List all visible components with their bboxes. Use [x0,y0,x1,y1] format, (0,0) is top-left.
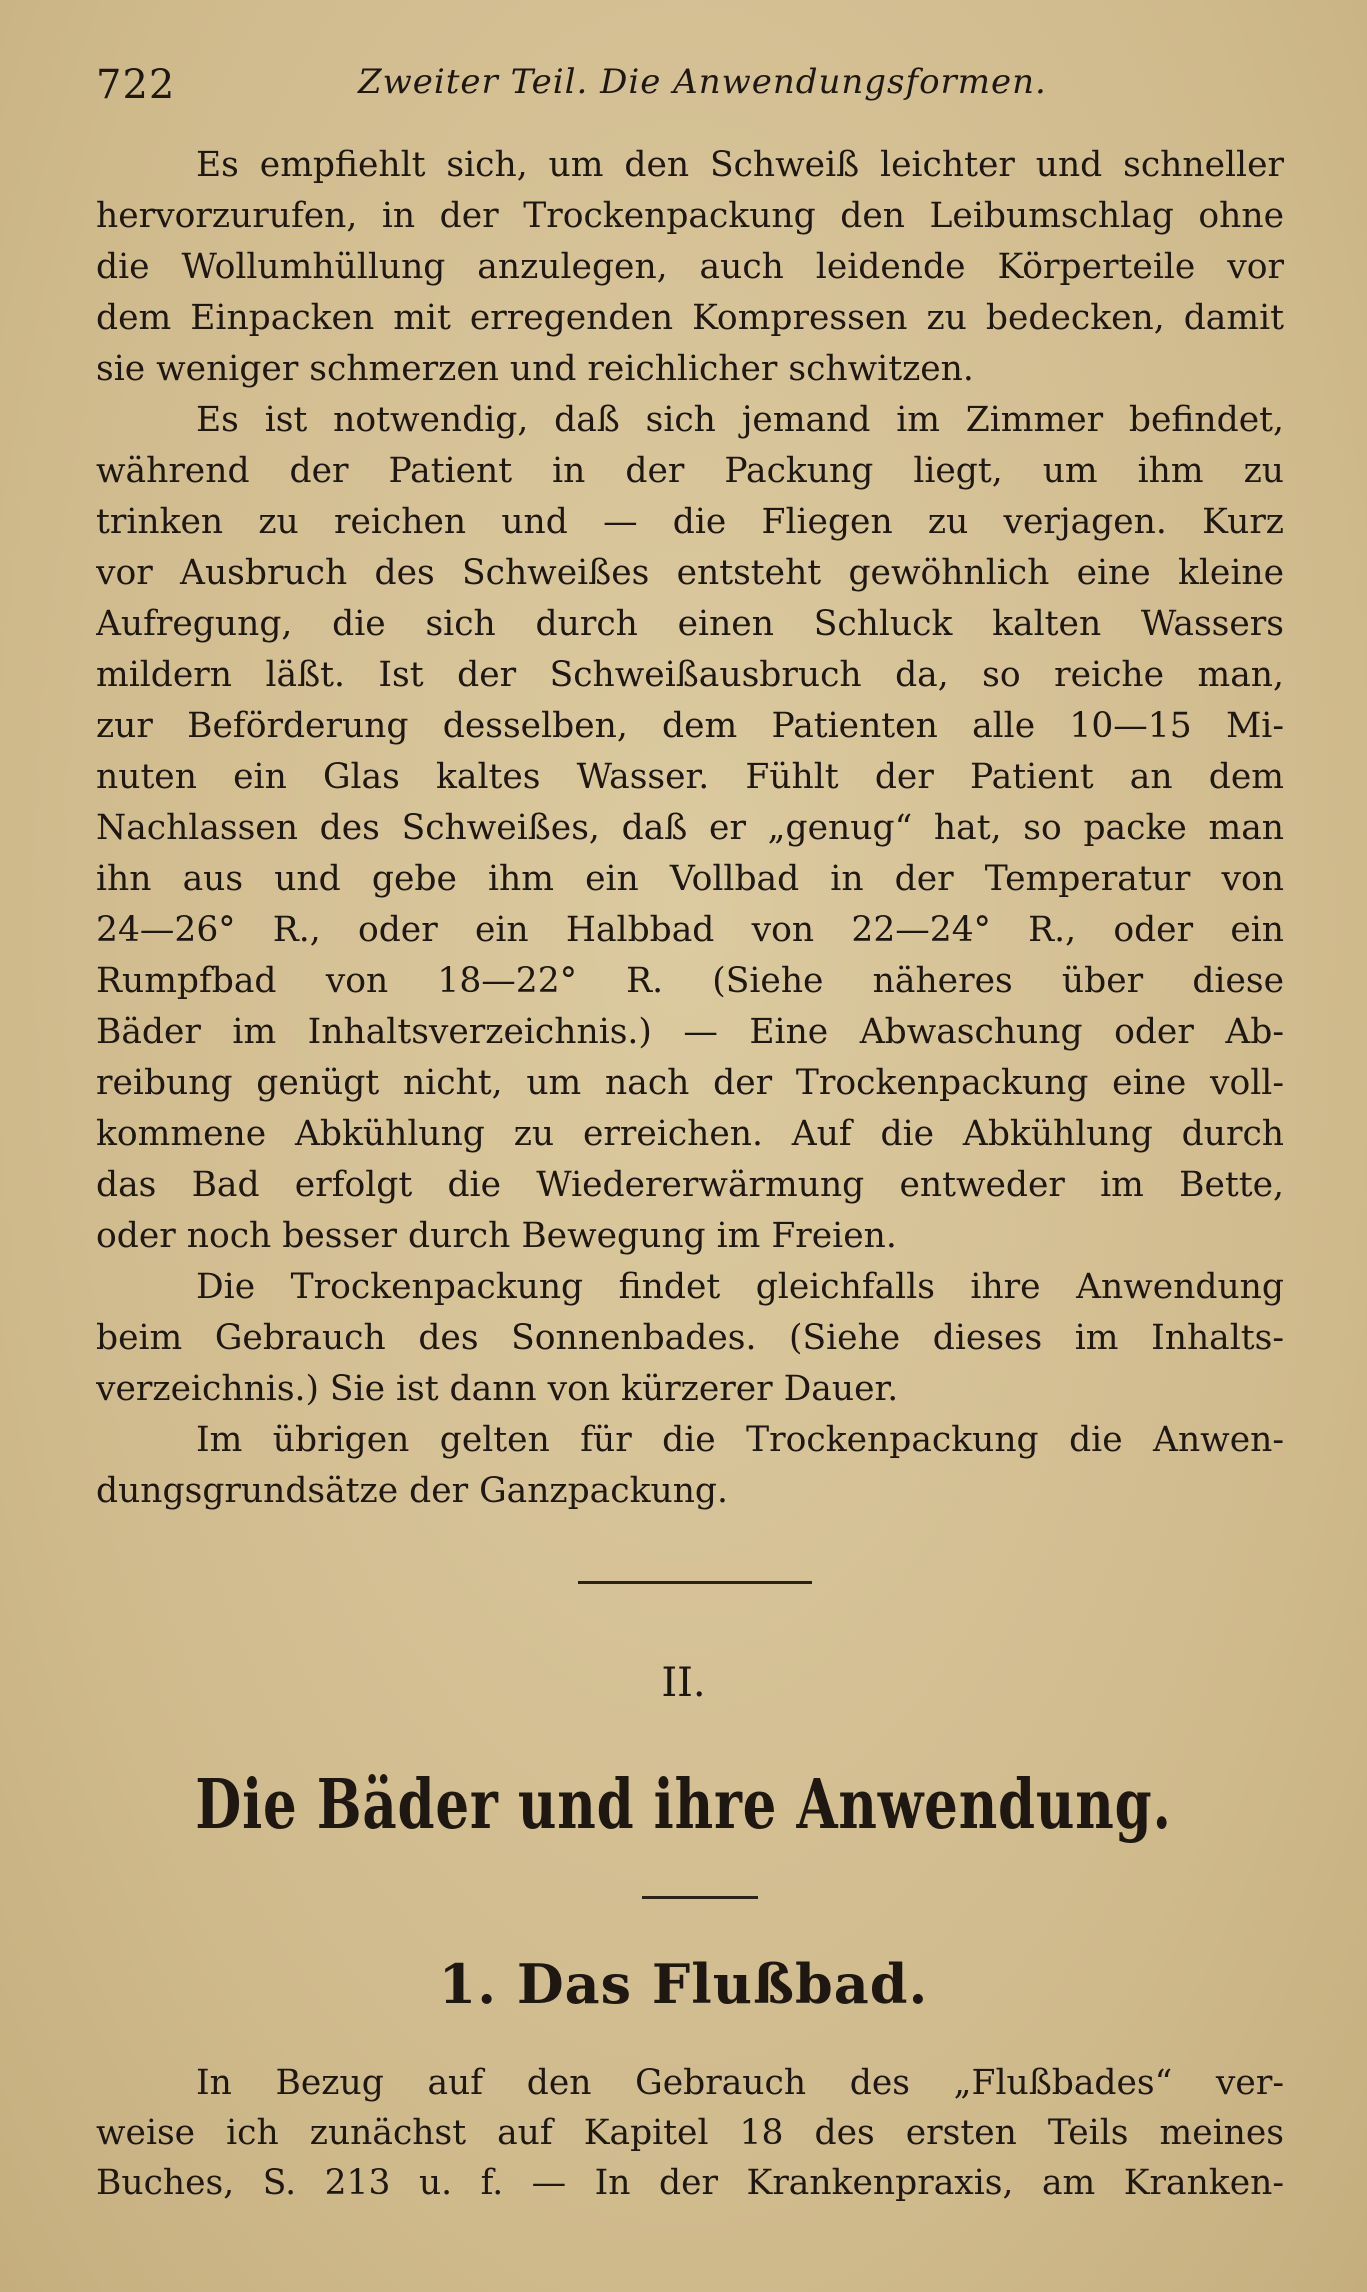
text-line: Rumpfbad von 18—22° R. (Siehe näheres über diese [96,961,1284,1001]
page-header [96,62,1286,118]
text-line: hervorzurufen, in der Trockenpackung den Leibumschlag ohne [96,196,1284,236]
text-line: die Wollumhüllung anzulegen, auch leidende Körperteile vor [96,247,1284,287]
chapter-title: 1. Das Flußbad. [438,1952,929,2016]
text-line: Es empfiehlt sich, um den Schweiß leichter und schneller [196,145,1284,185]
text-line: das Bad erfolgt die Wiedererwärmung entweder im Bette, [96,1165,1284,1205]
text-line: kommene Abkühlung zu erreichen. Auf die Abkühlung durch [96,1114,1284,1154]
paragraph [96,1415,1284,1517]
text-line: verzeichnis.) Sie ist dann von kürzerer Dauer. [96,1369,899,1409]
text-line: nuten ein Glas kaltes Wasser. Fühlt der Patient an dem [96,757,1284,797]
text-line: sie weniger schmerzen und reichlicher schwitzen. [96,349,974,389]
text-line: ihn aus und gebe ihm ein Vollbad in der Temperatur von [96,859,1284,899]
text-line: mildern läßt. Ist der Schweißausbruch da, so reiche man, [96,655,1284,695]
running-title: Zweiter Teil. Die Anwendungsformen. [358,62,1047,102]
section-numeral: II. [661,1660,706,1706]
chapter-divider-rule [642,1896,758,1899]
paragraph [96,140,1284,395]
chapter-body-text [96,2058,1284,2208]
text-line: dem Einpacken mit erregenden Kompressen zu bedecken, damit [96,298,1284,338]
text-line: Aufregung, die sich durch einen Schluck kalten Wassers [96,604,1284,644]
text-line: trinken zu reichen und — die Fliegen zu verjagen. Kurz [96,502,1284,542]
text-line: beim Gebrauch des Sonnenbades. (Siehe dieses im Inhalts- [96,1318,1284,1358]
text-line: dungsgrundsätze der Ganzpackung. [96,1471,728,1511]
text-line: Die Trockenpackung findet gleichfalls ihre Anwendung [196,1267,1284,1307]
paragraph [96,2058,1284,2208]
text-line: Bäder im Inhaltsverzeichnis.) — Eine Abwaschung oder Ab- [96,1012,1284,1052]
body-text [96,140,1284,1517]
section-title: Die Bäder und ihre Anwendung. [195,1765,1172,1845]
text-line: Nachlassen des Schweißes, daß er „genug“ hat, so packe man [96,808,1284,848]
section-divider-rule [578,1581,812,1584]
text-line: während der Patient in der Packung liegt, um ihm zu [96,451,1284,491]
text-line: Es ist notwendig, daß sich jemand im Zimmer befindet, [196,400,1284,440]
text-line: Im übrigen gelten für die Trockenpackung die Anwen- [196,1420,1284,1460]
text-line: reibung genügt nicht, um nach der Trockenpackung eine voll- [96,1063,1284,1103]
paragraph [96,1262,1284,1415]
paragraph [96,395,1284,1262]
page-number: 722 [96,62,176,108]
text-line: weise ich zunächst auf Kapitel 18 des ersten Teils meines [96,2113,1284,2153]
text-line: zur Beförderung desselben, dem Patienten alle 10—15 Mi- [96,706,1284,746]
text-line: In Bezug auf den Gebrauch des „Flußbades“ ver- [196,2063,1284,2103]
text-line: Buches, S. 213 u. f. — In der Krankenpraxis, am Kranken- [96,2163,1284,2203]
text-line: oder noch besser durch Bewegung im Freien. [96,1216,897,1256]
text-line: vor Ausbruch des Schweißes entsteht gewöhnlich eine kleine [96,553,1284,593]
text-line: 24—26° R., oder ein Halbbad von 22—24° R., oder ein [96,910,1284,950]
